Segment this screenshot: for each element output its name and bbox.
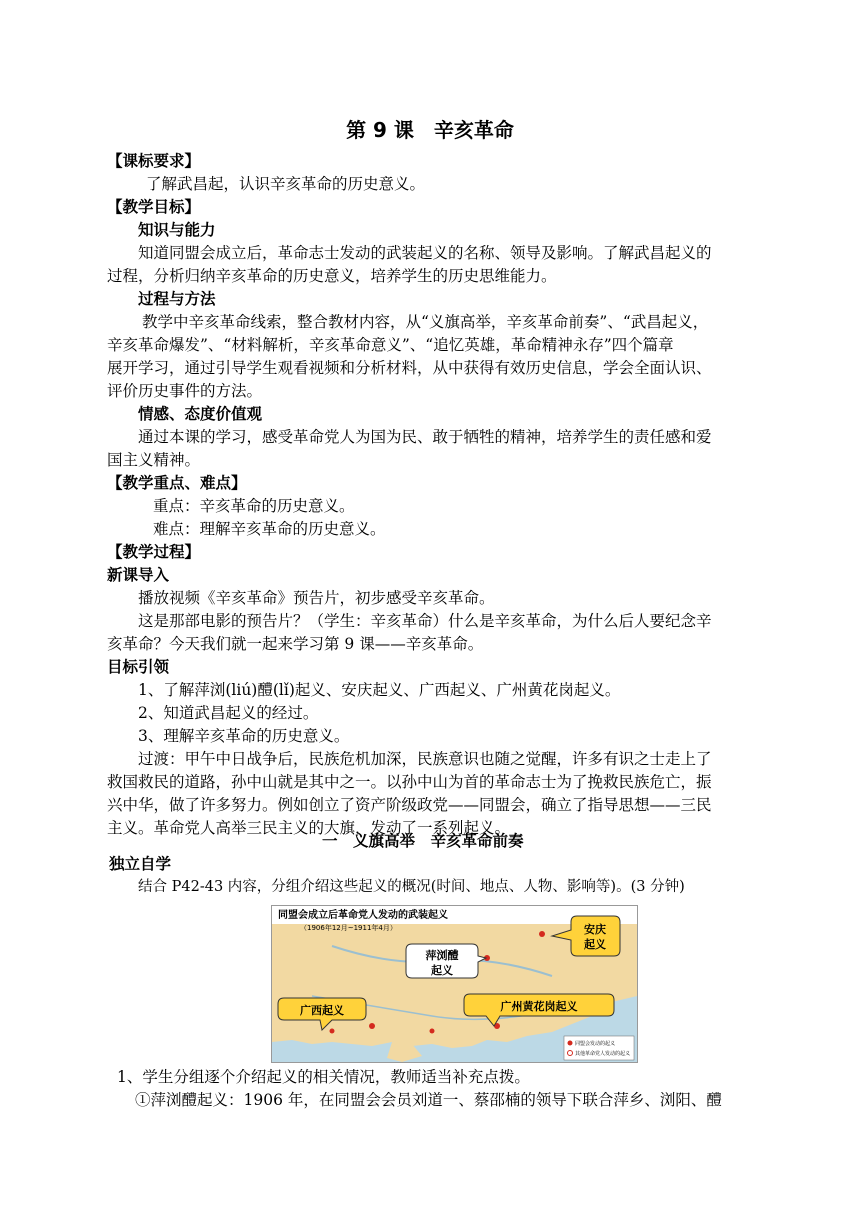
uprising-map (272, 906, 637, 1062)
goal-2: 2、知道武昌起义的经过。 (138, 704, 319, 722)
callout-pingliuli (406, 944, 486, 978)
legend-2: 其他革命党人发动的起义 (575, 1051, 631, 1057)
guocheng-line-4: 评价历史事件的方法。 (107, 382, 263, 400)
guodu-line-3: 兴中华，做了许多努力。例如创立了资产阶级政党——同盟会，确立了指导思想——三民 (107, 796, 712, 814)
lesson-title: 第 9 课 辛亥革命 (346, 118, 514, 142)
marker-other-1 (430, 1029, 435, 1034)
guodu-line-4: 主义。革命党人高举三民主义的大旗，发动了一系列起义。 (107, 819, 511, 837)
guocheng-line-3: 展开学习，通过引导学生观看视频和分析材料，从中获得有效历史信息，学会全面认识、 (107, 359, 712, 377)
guodu-line-2: 救国救民的道路，孙中山就是其中之一。以孙中山为首的革命志士为了挽救民族危亡，振 (107, 773, 712, 791)
pingliuli-text: ①萍浏醴起义：1906 年，在同盟会会员刘道一、蔡邵楠的领导下联合萍乡、浏阳、醴 (135, 1091, 722, 1109)
goal-1: 1、了解萍浏(liú)醴(lǐ)起义、安庆起义、广西起义、广州黄花岗起义。 (138, 681, 621, 699)
kebiao-text: 了解武昌起，认识辛亥革命的历史意义。 (146, 175, 426, 193)
uprising-map-figure (271, 905, 638, 1063)
svg-text:萍浏醴: 萍浏醴 (425, 949, 459, 962)
xinke-line-2: 这是那部电影的预告片？（学生：辛亥革命）什么是辛亥革命，为什么后人要纪念辛 (138, 612, 712, 630)
svg-text:起义: 起义 (431, 964, 453, 977)
xinke-line-3: 亥革命？今天我们就一起来学习第 9 课——辛亥革命。 (107, 635, 484, 653)
legend-1: 同盟会发动的起义 (575, 1041, 616, 1047)
marker-guangxi (369, 1023, 375, 1029)
duli-heading: 独立自学 (109, 855, 172, 873)
map-subtitle: （1906年12月~1911年4月） (300, 924, 397, 932)
zhishi-line-1: 知道同盟会成立后，革命志士发动的武装起义的名称、领导及影响。了解武昌起义的 (138, 244, 712, 262)
svg-text:广西起义: 广西起义 (300, 1004, 344, 1017)
qinggan-heading: 情感、态度价值观 (138, 405, 263, 423)
map-legend (564, 1036, 634, 1060)
xinke-line-1: 播放视频《辛亥革命》预告片，初步感受辛亥革命。 (138, 589, 495, 607)
guocheng-heading: 【教学过程】 (107, 543, 201, 561)
svg-text:安庆: 安庆 (584, 923, 606, 936)
map-title: 同盟会成立后革命党人发动的武装起义 (278, 910, 448, 921)
mubiao-heading: 【教学目标】 (107, 198, 201, 216)
section-1-heading: 一 义旗高举 辛亥革命前奏 (322, 832, 524, 850)
svg-text:起义: 起义 (584, 938, 606, 951)
guodu-line-1: 过渡：甲午中日战争后，民族危机加深，民族意识也随之觉醒，许多有识之士走上了 (138, 750, 712, 768)
zhongdian-text: 重点：辛亥革命的历史意义。 (153, 497, 355, 515)
step-1: 1、学生分组逐个介绍起义的相关情况，教师适当补充点拨。 (117, 1068, 530, 1086)
duli-text: 结合 P42-43 内容，分组介绍这些起义的概况(时间、地点、人物、影响等)。(3 分钟) (138, 879, 685, 895)
qinggan-line-1: 通过本课的学习，感受革命党人为国为民、敢于牺牲的精神，培养学生的责任感和爱 (138, 428, 712, 446)
marker-anqing (539, 931, 545, 937)
marker-other-2 (330, 1029, 335, 1034)
svg-text:广州黄花岗起义: 广州黄花岗起义 (500, 1000, 578, 1013)
zhishi-heading: 知识与能力 (138, 221, 216, 239)
guocheng-method-heading: 过程与方法 (138, 290, 216, 308)
guocheng-line-2: 辛亥革命爆发”、“材料解析，辛亥革命意义”、“追忆英雄，革命精神永存”四个篇章 (107, 336, 674, 354)
qinggan-line-2: 国主义精神。 (107, 451, 201, 469)
guocheng-line-1: 教学中辛亥革命线索，整合教材内容，从“义旗高举，辛亥革命前奏”、“武昌起义， (142, 313, 709, 331)
mubiao-yinling-heading: 目标引领 (107, 658, 170, 676)
zhongdian-heading: 【教学重点、难点】 (107, 474, 247, 492)
nandian-text: 难点：理解辛亥革命的历史意义。 (153, 520, 386, 538)
kebiao-heading: 【课标要求】 (107, 152, 201, 170)
zhishi-line-2: 过程，分析归纳辛亥革命的历史意义，培养学生的历史思维能力。 (107, 267, 557, 285)
xinke-heading: 新课导入 (107, 566, 170, 584)
goal-3: 3、理解辛亥革命的历史意义。 (138, 727, 350, 745)
